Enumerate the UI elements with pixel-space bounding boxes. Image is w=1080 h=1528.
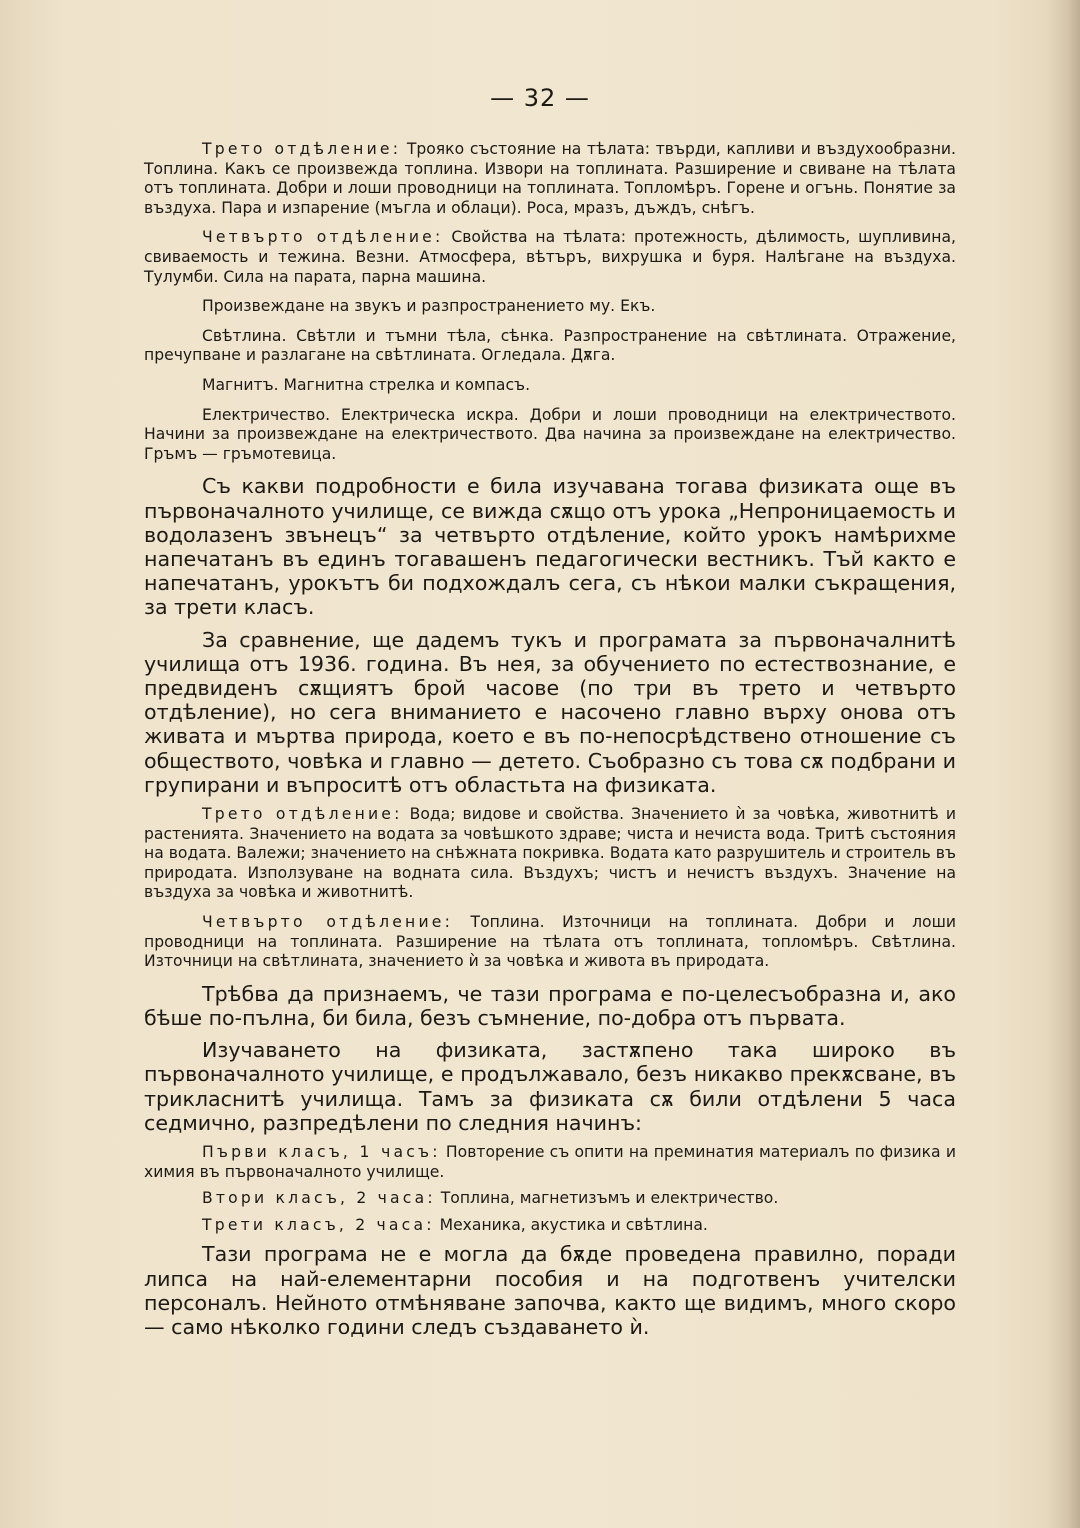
second-class-label: Втори класъ, 2 часа:	[202, 1189, 436, 1208]
paragraph-detail-study: Съ какви подробности е била изучавана тогава физиката още въ първоначалното училище, се вижда сѫщо отъ урока „Непроницаемость и водолазенъ звънецъ“ за четвърто отдѣление, който урокъ намѣрихме напечатанъ въ единъ тогавашенъ педагогически вестникъ. Тъй както е напечатанъ, урокътъ би подхождалъ сега, съ нѣкои малки съкращения, за трети класъ.	[144, 474, 956, 620]
grade-three-topics	[144, 140, 956, 218]
curriculum-section-1936	[144, 805, 956, 972]
grade-four-1936-text: Топлина. Източници на топлината. Добри и лоши проводници на топлината. Разширение на тѣлата отъ топлината, топломѣръ. Свѣтлина. Източници на свѣтлината, значението ѝ за човѣка и живота въ природата.	[144, 912, 956, 971]
paragraph-1936-program: За сравнение, ще дадемъ тукъ и програмата за първоначалнитѣ училища отъ 1936. година. Въ нея, за обучението по естествознание, е предвиденъ сѫщиятъ брой часове (по три въ трето и четвърто отдѣление), но сега вниманието е насочено главно върху онова отъ живата и мъртва природа, което е въ по-непосрѣдствено отношение съ обществото, човѣка и главно — детето. Съобразно съ това сѫ подбрани и групирани и въпроситѣ отъ областьта на физиката.	[144, 627, 956, 797]
page-number: — 32 —	[490, 84, 590, 112]
grade-four-1936-topics	[144, 913, 956, 972]
grade-three-1936-text: Вода; видове и свойства. Значението ѝ за човѣка, животнитѣ и растенията. Значението на водата за човѣшкото здраве; чиста и нечиста вода. Тритѣ състояния на водата. Валежи; значението на снѣжната покривка. Водата като разрушитель и строитель въ природата. Използуване на водната сила. Въздухъ; чистъ и нечистъ въздухъ. Значение на въздуха за човѣка и животнитѣ.	[144, 804, 956, 902]
second-class-item	[144, 1189, 956, 1209]
page-body	[144, 140, 956, 1347]
class-hours-list	[144, 1143, 956, 1235]
grade-four-text: Свойства на тѣлата: протежность, дѣлимость, шупливина, свиваемость и тежина. Везни. Атмосфера, вѣтъръ, вихрушка и буря. Налѣгане на въздуха. Тулумби. Сила на парата, парна машина.	[144, 228, 956, 286]
paragraph-three-class-schools: Изучаването на физиката, застѫпено така широко въ първоначалното училище, е продължавало, безъ никакво прекѫсване, въ трикласнитѣ училища. Тамъ за физиката сѫ били отдѣлени 5 часа седмично, разпредѣлени по следния начинъ:	[144, 1038, 956, 1135]
grade-four-topics	[144, 228, 956, 287]
grade-three-1936-topics	[144, 805, 956, 903]
page-binding-shadow	[1046, 0, 1080, 1528]
grade-three-label: Трето отдѣление:	[202, 140, 402, 158]
first-class-item	[144, 1143, 956, 1182]
paragraph-assessment: Трѣбва да признаемъ, че тази програма е по-целесъобразна и, ако бѣше по-пълна, би била, безъ съмнение, по-добра отъ първата.	[144, 981, 956, 1030]
magnet-topics: Магнитъ. Магнитна стрелка и компасъ.	[202, 375, 531, 394]
sound-topics: Произвеждане на звукъ и разпространението му. Екъ.	[202, 297, 656, 316]
third-class-text: Механика, акустика и свѣтлина.	[434, 1215, 708, 1234]
first-class-label: Първи класъ, 1 часъ:	[202, 1142, 441, 1161]
light-topics: Свѣтлина. Свѣтли и тъмни тѣла, сѣнка. Разпространение на свѣтлината. Отражение, пречупване и разлагане на свѣтлината. Огледала. Дѫга.	[144, 326, 956, 365]
grade-three-1936-label: Трето отдѣление:	[202, 804, 403, 823]
third-class-item	[144, 1216, 956, 1236]
grade-three-text: Трояко състояние на тѣлата: твърди, капливи и въздухообразни. Топлина. Какъ се произвежда топлина. Извори на топлината. Разширение и свиване на тѣлата отъ топлината. Добри и лоши проводници на топлината. Топломѣръ. Горене и огънь. Понятие за въздуха. Пара и изпарение (мъгла и облаци). Роса, мразъ, дъждъ, снѣгъ.	[144, 140, 957, 217]
second-class-text: Топлина, магнетизъмъ и електричество.	[435, 1189, 779, 1208]
first-class-text: Повторение съ опити на преминатия материалъ по физика и химия въ първоначалното училище.	[144, 1142, 956, 1181]
paragraph-program-failure: Тази програма не е могла да бѫде проведена правилно, поради липса на най-елементарни пособия и на подготвенъ учителски персоналъ. Нейното отмѣняване започва, както ще видимъ, много скоро — само нѣколко години следъ създаването ѝ.	[144, 1242, 956, 1339]
grade-four-label: Четвърто отдѣление:	[202, 228, 444, 247]
electricity-topics: Електричество. Електрическа искра. Добри и лоши проводници на електричеството. Начини за произвеждане на електричеството. Два начина за произвеждане на електричество. Гръмъ — гръмотевица.	[144, 405, 956, 463]
curriculum-section-old	[144, 140, 956, 464]
grade-four-1936-label: Четвърто отдѣление:	[202, 912, 454, 931]
third-class-label: Трети класъ, 2 часа:	[202, 1215, 435, 1234]
